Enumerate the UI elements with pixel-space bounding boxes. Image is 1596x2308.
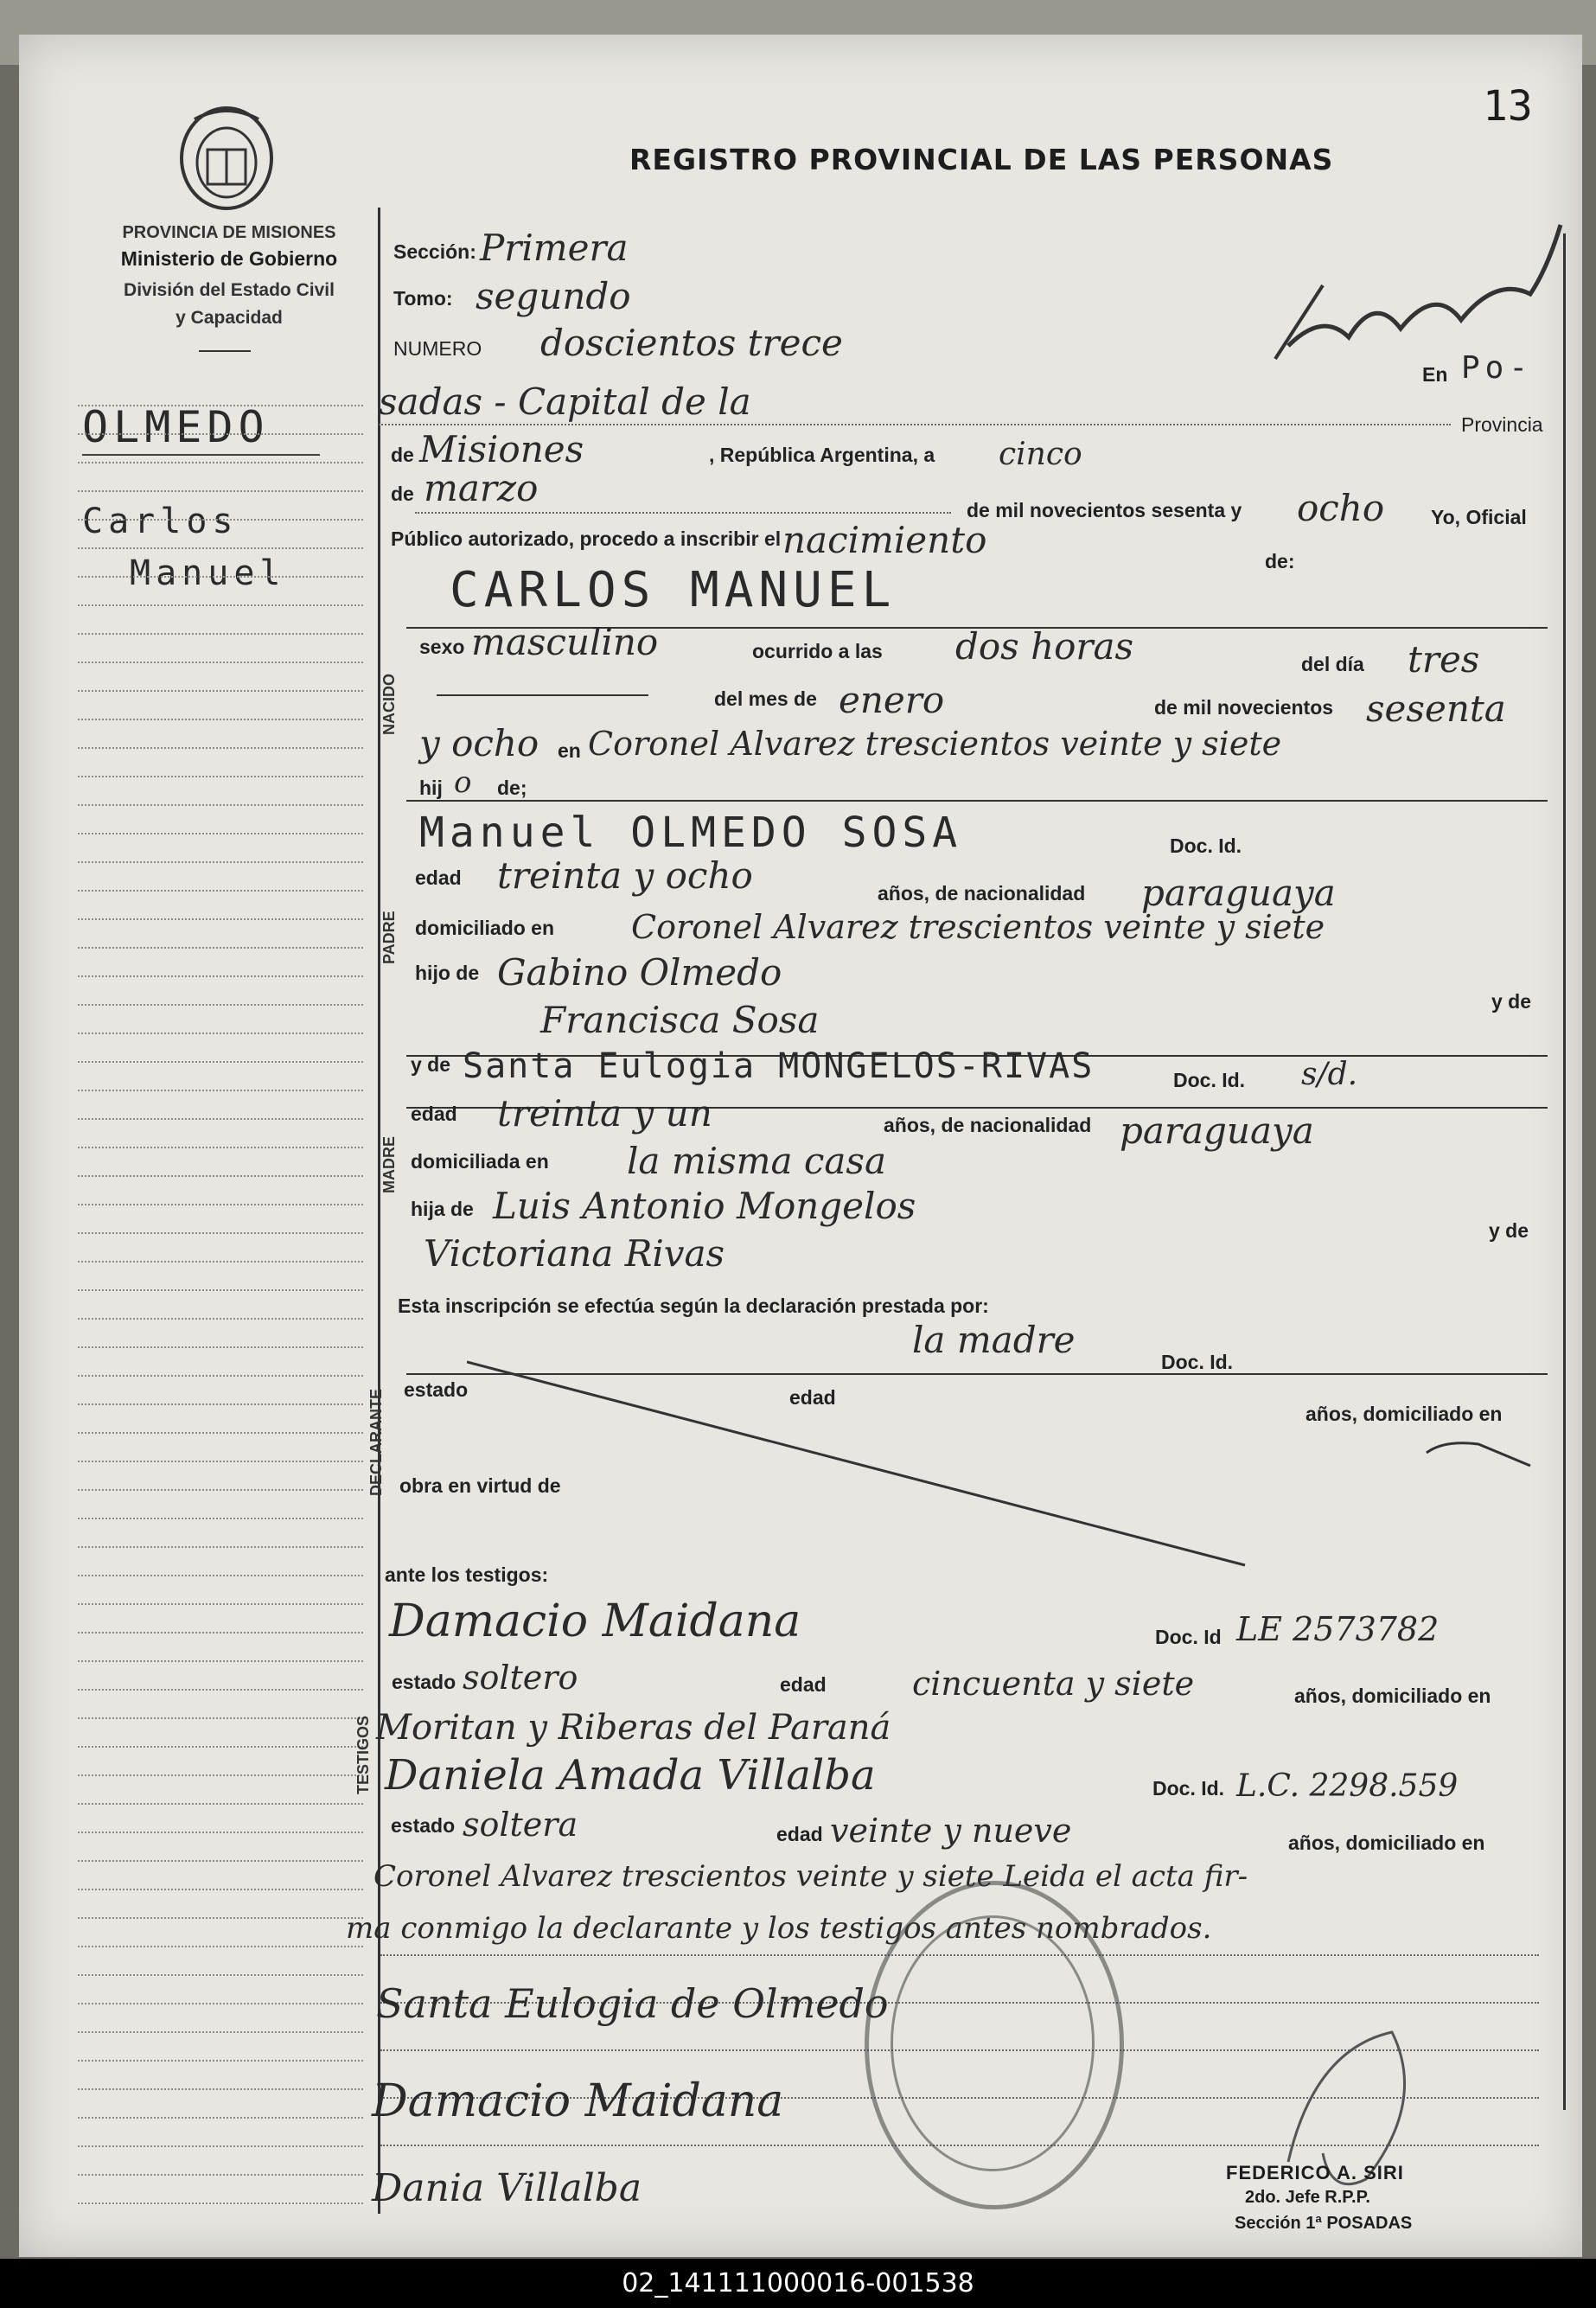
witness1-domicilio-value: Moritan y Riberas del Paraná: [376, 1708, 891, 1748]
margin-rule-line: [78, 1603, 363, 1605]
margin-rule-line: [78, 861, 363, 863]
closing-text: ma conmigo la declarante y los testigos antes nombrados.: [346, 1911, 1212, 1946]
margin-rule-line: [78, 1803, 363, 1805]
margin-rule-line: [78, 719, 363, 720]
margin-rule-line: [78, 776, 363, 777]
coat-of-arms-icon: [177, 102, 277, 219]
publico-text: Público autorizado, procedo a inscribir el: [391, 527, 782, 550]
official-section: Sección 1ª POSADAS: [1235, 2214, 1413, 2233]
father-y-de: y de: [1491, 990, 1532, 1013]
witness1-name: Damacio Maidana: [389, 1595, 801, 1647]
margin-rule-line: [78, 1232, 363, 1234]
father-hijo-de-label: hijo de: [415, 962, 480, 984]
witness2-edad-value: veinte y nueve: [830, 1812, 1072, 1850]
margin-rule-line: [78, 1774, 363, 1776]
del-mes-label: del mes de: [714, 687, 817, 710]
sexo-label: sexo: [419, 636, 465, 658]
birth-day-value: tres: [1408, 638, 1480, 681]
day-value: cinco: [999, 437, 1082, 472]
margin-rule-line: [78, 2031, 363, 2033]
hij-value: o: [454, 765, 472, 800]
margin-given-name-2: Manuel: [130, 553, 286, 593]
witness2-doc-label: Doc. Id.: [1152, 1777, 1225, 1800]
margin-rule-line: [78, 833, 363, 834]
en-label: En: [1422, 363, 1448, 386]
birth-place-value: Coronel Alvarez trescientos veinte y siete: [588, 725, 1282, 763]
yo-oficial: Yo, Oficial: [1431, 506, 1527, 528]
margin-given-name-1: Carlos: [82, 502, 239, 541]
child-name: CARLOS MANUEL: [450, 562, 897, 618]
margin-rule-line: [78, 1889, 363, 1890]
margin-rule-line: [78, 1061, 363, 1063]
margin-rule-line: [78, 1689, 363, 1691]
margin-rule-line: [78, 1033, 363, 1034]
header-divider: [199, 350, 251, 352]
margin-rule-line: [78, 918, 363, 920]
margin-rule-line: [78, 1946, 363, 1947]
margin-rule-line: [78, 1346, 363, 1348]
margin-rule-line: [78, 2003, 363, 2004]
margin-rule-line: [78, 947, 363, 949]
margin-rule-line: [78, 1575, 363, 1576]
margin-rule-line: [78, 1261, 363, 1263]
margin-rule-line: [78, 405, 363, 406]
de-label: de: [391, 444, 414, 466]
paternal-grandfather: Gabino Olmedo: [497, 951, 782, 994]
signature-witness2: Dania Villalba: [372, 2166, 642, 2210]
margin-rule-line: [78, 1746, 363, 1748]
margin-rule-line: [78, 633, 363, 635]
mother-edad-label: edad: [411, 1103, 457, 1125]
declaration-intro: Esta inscripción se efectúa según la declaración prestada por:: [398, 1295, 989, 1317]
page-number: 13: [1483, 82, 1533, 131]
mother-doc-value: s/d.: [1301, 1057, 1358, 1092]
margin-rule-line: [78, 1090, 363, 1091]
en-value: Po-: [1461, 350, 1534, 386]
signature-witness1: Damacio Maidana: [372, 2075, 784, 2127]
margin-rule-line: [78, 433, 363, 435]
margin-rule-line: [78, 1004, 363, 1006]
father-edad-value: treinta y ocho: [497, 854, 753, 897]
de-colon: de:: [1265, 550, 1295, 572]
year-text: de mil novecientos sesenta y: [967, 499, 1242, 521]
official-seal-inner: [891, 1915, 1095, 2171]
margin-rule-line: [78, 604, 363, 606]
sexo-value: masculino: [471, 621, 659, 663]
margin-rule-line: [78, 547, 363, 549]
provincia-label: Provincia: [1461, 413, 1543, 436]
line: [415, 512, 951, 514]
margin-rule-line: [78, 2088, 363, 2090]
maternal-grandfather: Luis Antonio Mongelos: [493, 1185, 916, 1227]
margin-rule-line: [78, 519, 363, 521]
margin-rule-line: [78, 2117, 363, 2119]
anio-label: de mil novecientos: [1154, 696, 1334, 719]
mother-domicilio-value: la misma casa: [627, 1140, 887, 1182]
birth-month-value: enero: [839, 679, 945, 721]
act-type-value: nacimiento: [782, 519, 987, 561]
witness2-domicilio-value: Coronel Alvarez trescientos veinte y siete Leida el acta fir-: [373, 1859, 1248, 1894]
margin-rule-line: [78, 1204, 363, 1205]
margin-rule-line: [78, 2203, 363, 2204]
margin-surname-underline: [82, 454, 320, 456]
birth-year-value: sesenta: [1366, 687, 1506, 730]
father-domicilio-label: domiciliado en: [415, 917, 555, 939]
margin-rule-line: [78, 1175, 363, 1177]
margin-rule-line: [78, 2060, 363, 2062]
testigos-intro: ante los testigos:: [385, 1563, 549, 1586]
nacido-label: NACIDO: [380, 674, 398, 735]
birth-year-cont: y ocho: [419, 722, 539, 764]
testigos-label: TESTIGOS: [354, 1715, 372, 1794]
mother-doc-label: Doc. Id.: [1173, 1069, 1246, 1091]
witness2-domicilio-label: años, domiciliado en: [1288, 1832, 1485, 1854]
margin-rule-line: [78, 2145, 363, 2147]
margin-rule-line: [78, 1917, 363, 1919]
witness2-estado-value: soltera: [463, 1806, 578, 1844]
margin-rule-line: [78, 1546, 363, 1548]
mother-y-de: y de: [1489, 1219, 1529, 1242]
declarant-strikethrough: [467, 1358, 1539, 1574]
margin-rule-line: [78, 1403, 363, 1405]
province-name: PROVINCIA DE MISIONES: [122, 223, 336, 242]
paternal-grandmother: Francisca Sosa: [540, 999, 820, 1041]
witness1-estado-value: soltero: [463, 1659, 578, 1697]
father-nacionalidad-value: paraguaya: [1141, 872, 1336, 914]
footer-id: 02_141111000016-001538: [0, 2259, 1596, 2308]
numero-label: NUMERO: [393, 337, 482, 360]
margin-surname: OLMEDO: [82, 402, 270, 452]
madre-label: MADRE: [380, 1136, 398, 1193]
hora-value: dos horas: [955, 625, 1134, 668]
seccion-label: Sección:: [393, 240, 476, 263]
right-margin-rule: [1563, 233, 1566, 2110]
margin-rule-line: [78, 1860, 363, 1862]
witness1-edad-label: edad: [780, 1673, 827, 1696]
ocurrido-label: ocurrido a las: [752, 640, 883, 662]
en-place-label: en: [558, 739, 581, 762]
maternal-grandmother: Victoriana Rivas: [424, 1232, 725, 1275]
witness2-edad-label: edad: [776, 1823, 823, 1845]
witness2-name: Daniela Amada Villalba: [385, 1751, 876, 1800]
registry-title: REGISTRO PROVINCIAL DE LAS PERSONAS: [629, 143, 1334, 176]
tomo-value: segundo: [476, 275, 631, 317]
margin-rule-line: [78, 747, 363, 749]
line: [437, 694, 648, 696]
official-title: 2do. Jefe R.P.P.: [1245, 2188, 1370, 2207]
mother-hija-de-label: hija de: [411, 1198, 474, 1220]
official-name: FEDERICO A. SIRI: [1226, 2162, 1404, 2183]
mother-y-de-label: y de: [411, 1053, 451, 1076]
mother-nacionalidad-label: años, de nacionalidad: [884, 1114, 1092, 1136]
witness2-doc-value: L.C. 2298.559: [1236, 1768, 1459, 1804]
month-value: marzo: [424, 467, 539, 509]
margin-rule-line: [78, 1318, 363, 1320]
father-edad-label: edad: [415, 866, 462, 889]
tomo-label: Tomo:: [393, 287, 453, 310]
ministry-name: Ministerio de Gobierno: [120, 247, 338, 270]
father-name: Manuel OLMEDO SOSA: [419, 809, 963, 857]
mother-domicilio-label: domiciliada en: [411, 1150, 549, 1173]
father-nacionalidad-label: años, de nacionalidad: [878, 882, 1086, 905]
margin-rule-line: [78, 1632, 363, 1634]
witness1-estado-label: estado: [392, 1671, 456, 1693]
de-label-2: de: [391, 483, 414, 505]
margin-rule-line: [78, 662, 363, 663]
hij-label: hij: [419, 777, 443, 799]
del-dia-label: del día: [1301, 653, 1364, 675]
witness1-domicilio-label: años, domiciliado en: [1294, 1685, 1491, 1707]
seccion-value: Primera: [480, 227, 629, 269]
declarant-domicilio-label: años, domiciliado en: [1306, 1403, 1503, 1425]
mother-name: Santa Eulogia MONGELOS-RIVAS: [463, 1046, 1095, 1086]
city-value: sadas - Capital de la: [379, 380, 751, 423]
margin-rule-line: [78, 1518, 363, 1519]
official-signature-icon: [1271, 190, 1565, 372]
margin-rule-line: [78, 576, 363, 578]
margin-rule-line: [78, 1375, 363, 1377]
margin-rule-line: [78, 1832, 363, 1833]
declarant-name: la madre: [912, 1319, 1076, 1361]
declarant-edad-label: edad: [789, 1386, 836, 1409]
mother-nacionalidad-value: paraguaya: [1120, 1109, 1314, 1152]
father-doc-label: Doc. Id.: [1170, 834, 1242, 857]
witness1-edad-value: cincuenta y siete: [912, 1665, 1195, 1703]
line: [406, 800, 1548, 802]
obra-label: obra en virtud de: [399, 1474, 561, 1497]
margin-rule-line: [78, 2174, 363, 2176]
numero-value: doscientos trece: [540, 322, 843, 364]
margin-rule-line: [78, 690, 363, 692]
margin-rule-line: [78, 490, 363, 492]
declarante-label: DECLARANTE: [367, 1389, 385, 1496]
province-value: Misiones: [419, 428, 584, 470]
margin-rule-line: [78, 804, 363, 806]
margin-rule-line: [78, 975, 363, 977]
witness1-doc-value: LE 2573782: [1236, 1610, 1440, 1648]
margin-rule-line: [78, 1974, 363, 1976]
declarant-estado-label: estado: [404, 1378, 469, 1401]
year-value: ocho: [1297, 487, 1385, 529]
padre-label: PADRE: [380, 911, 398, 964]
division-line2: y Capacidad: [176, 308, 283, 328]
witness2-estado-label: estado: [391, 1814, 456, 1837]
signature-declarant: Santa Eulogia de Olmedo: [376, 1980, 889, 2027]
margin-rule-line: [78, 890, 363, 892]
margin-rule-line: [78, 1432, 363, 1434]
de-semicolon: de;: [497, 777, 527, 799]
margin-rule-line: [78, 1147, 363, 1148]
line: [379, 424, 1451, 425]
margin-rule-line: [78, 462, 363, 464]
declarant-doc-label: Doc. Id.: [1161, 1351, 1234, 1373]
margin-rule-line: [78, 1118, 363, 1120]
margin-rule-line: [78, 1717, 363, 1719]
republica-text: , República Argentina, a: [709, 444, 935, 466]
division-line1: División del Estado Civil: [124, 280, 335, 300]
father-domicilio-value: Coronel Alvarez trescientos veinte y siete: [631, 908, 1325, 946]
margin-rule-line: [78, 1461, 363, 1462]
margin-rule-line: [78, 1489, 363, 1491]
mother-edad-value: treinta y un: [497, 1092, 712, 1135]
margin-rule-line: [78, 1289, 363, 1291]
witness1-doc-label: Doc. Id: [1155, 1626, 1222, 1648]
margin-rule-line: [78, 1660, 363, 1662]
